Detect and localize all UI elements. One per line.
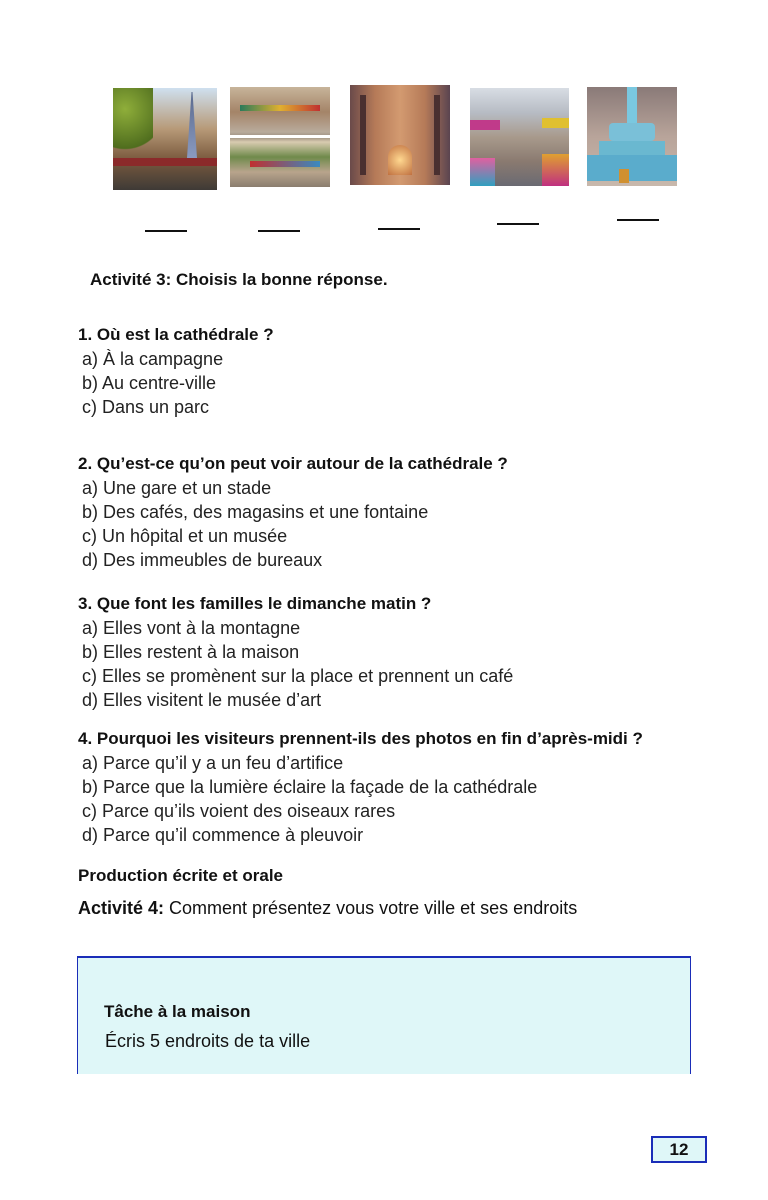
- question-4-option-a[interactable]: a) Parce qu’il y a un feu d’artifice: [82, 753, 344, 773]
- answer-blank-3[interactable]: [378, 228, 420, 230]
- question-1-option-c[interactable]: c) Dans un parc: [82, 397, 210, 417]
- shopping-mall-image: [470, 88, 569, 186]
- question-1-option-a[interactable]: a) À la campagne: [82, 349, 224, 369]
- question-1: 1. Où est la cathédrale ?: [78, 325, 274, 344]
- question-3-option-d[interactable]: d) Elles visitent le musée d’art: [82, 690, 322, 710]
- street-eiffel-tower-image: [113, 88, 217, 190]
- question-1-option-b[interactable]: b) Au centre-ville: [82, 373, 217, 393]
- answer-blank-4[interactable]: [497, 223, 539, 225]
- page-number: 12: [651, 1136, 707, 1163]
- question-3-option-b[interactable]: b) Elles restent à la maison: [82, 642, 300, 662]
- question-4-option-b[interactable]: b) Parce que la lumière éclaire la façade de la cathédrale: [82, 777, 538, 797]
- activity4-instruction: [78, 896, 577, 920]
- question-3-option-a[interactable]: a) Elles vont à la montagne: [82, 618, 301, 638]
- production-heading: Production écrite et orale: [78, 866, 283, 885]
- homework-title: Tâche à la maison: [104, 1002, 251, 1021]
- homework-box: [77, 956, 691, 1074]
- question-2-option-b[interactable]: b) Des cafés, des magasins et une fontaine: [82, 502, 429, 522]
- town-square-cafes-image: [230, 87, 330, 187]
- activity3-title: Activité 3: Choisis la bonne réponse.: [90, 270, 388, 289]
- fountain-image: [587, 87, 677, 186]
- homework-text: Écris 5 endroits de ta ville: [105, 1031, 311, 1051]
- answer-blank-2[interactable]: [258, 230, 300, 232]
- question-2-option-c[interactable]: c) Un hôpital et un musée: [82, 526, 288, 546]
- question-2-option-a[interactable]: a) Une gare et un stade: [82, 478, 272, 498]
- activity4-text: Comment présentez vous votre ville et ses endroits: [164, 898, 578, 918]
- question-2-option-d[interactable]: d) Des immeubles de bureaux: [82, 550, 323, 570]
- question-4-option-c[interactable]: c) Parce qu’ils voient des oiseaux rares: [82, 801, 396, 821]
- question-4: 4. Pourquoi les visiteurs prennent-ils des photos en fin d’après-midi ?: [78, 729, 643, 748]
- question-2: 2. Qu’est-ce qu’on peut voir autour de la cathédrale ?: [78, 454, 508, 473]
- answer-blank-1[interactable]: [145, 230, 187, 232]
- question-4-option-d[interactable]: d) Parce qu’il commence à pleuvoir: [82, 825, 364, 845]
- question-3-option-c[interactable]: c) Elles se promènent sur la place et prennent un café: [82, 666, 514, 686]
- cathedral-interior-image: [350, 85, 450, 185]
- question-3: 3. Que font les familles le dimanche matin ?: [78, 594, 432, 613]
- answer-blank-5[interactable]: [617, 219, 659, 221]
- activity4-label: Activité 4:: [78, 898, 165, 918]
